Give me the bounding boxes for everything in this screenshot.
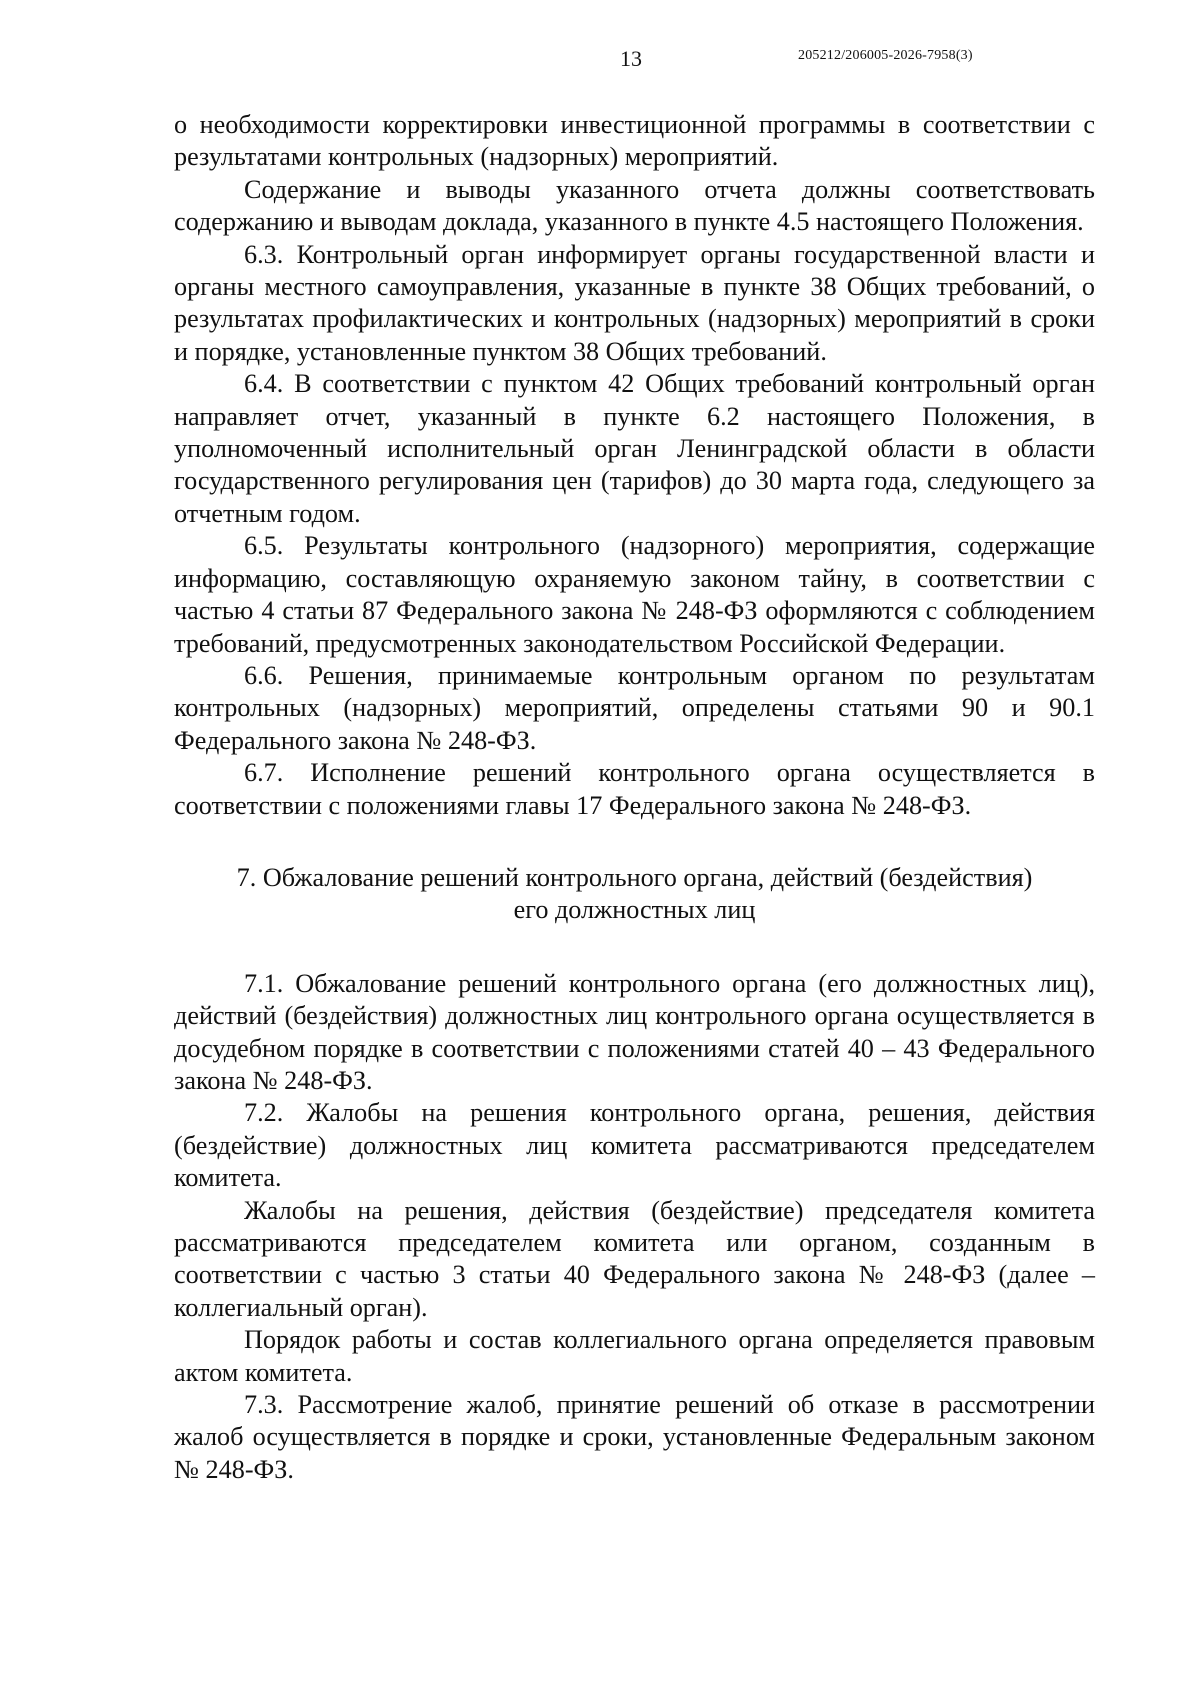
- paragraph-6-7: 6.7. Исполнение решений контрольного органа осуществляется в соответствии с положениями главы 17 Федерального закона № 248-ФЗ.: [174, 758, 1095, 820]
- page-number: 13: [620, 46, 642, 71]
- paragraph-collegial-body: Порядок работы и состав коллегиального органа определяется правовым актом комитета.: [174, 1325, 1095, 1387]
- paragraph-6-4: 6.4. В соответствии с пунктом 42 Общих требований контрольный орган направляет отчет, указанный в пункте 6.2 настоящего Положения, в уполномоченный исполнительный орган Ленинградской области в области государственного регулирования цен (тарифов) до 30 марта года, следующего за отчетным годом.: [174, 369, 1095, 528]
- document-code: 205212/206005-2026-7958(3): [798, 48, 973, 63]
- paragraph-7-2: 7.2. Жалобы на решения контрольного органа, решения, действия (бездействие) должностных лиц комитета рассматриваются председателем комитета.: [174, 1098, 1095, 1193]
- paragraph-6-3: 6.3. Контрольный орган информирует органы государственной власти и органы местного самоуправления, указанные в пункте 38 Общих требований, о результатах профилактических и контрольных (надзорных) мероприятий в сроки и порядке, установленные пунктом 38 Общих требований.: [174, 239, 1095, 366]
- paragraph-complaints-chairman: Жалобы на решения, действия (бездействие) председателя комитета рассматриваются председателем комитета или органом, созданным в соответствии с частью 3 статьи 40 Федерального закона № 248-ФЗ (далее – коллегиальный орган).: [174, 1195, 1095, 1322]
- paragraph-7-3: 7.3. Рассмотрение жалоб, принятие решений об отказе в рассмотрении жалоб осуществляется в порядке и сроки, установленные Федеральным законом № 248-ФЗ.: [174, 1390, 1095, 1484]
- paragraph-continuation: о необходимости корректировки инвестиционной программы в соответствии с результатами контрольных (надзорных) мероприятий.: [174, 110, 1095, 172]
- paragraph-7-1: 7.1. Обжалование решений контрольного органа (его должностных лиц), действий (бездействия) должностных лиц контрольного органа осуществляется в досудебном порядке в соответствии с положениями статей 40 – 43 Федерального закона № 248-ФЗ.: [174, 968, 1095, 1095]
- paragraph-6-5: 6.5. Результаты контрольного (надзорного) мероприятия, содержащие информацию, составляющую охраняемую законом тайну, в соответствии с частью 4 статьи 87 Федерального закона № 248-ФЗ оформляются с соблюдением требований, предусмотренных законодательством Российской Федерации.: [174, 531, 1095, 658]
- paragraph-6-6: 6.6. Решения, принимаемые контрольным органом по результатам контрольных (надзорных) мероприятий, определены статьями 90 и 90.1 Федерального закона № 248-ФЗ.: [174, 660, 1095, 755]
- section-7-heading: [174, 862, 1095, 927]
- paragraph-report-content: Содержание и выводы указанного отчета должны соответствовать содержанию и выводам доклада, указанного в пункте 4.5 настоящего Положения.: [174, 174, 1095, 237]
- section-7-heading-line-1: 7. Обжалование решений контрольного органа, действий (бездействия): [236, 862, 1033, 892]
- section-7-heading-line-2: его должностных лиц: [513, 895, 756, 925]
- document-body: [174, 109, 1095, 1486]
